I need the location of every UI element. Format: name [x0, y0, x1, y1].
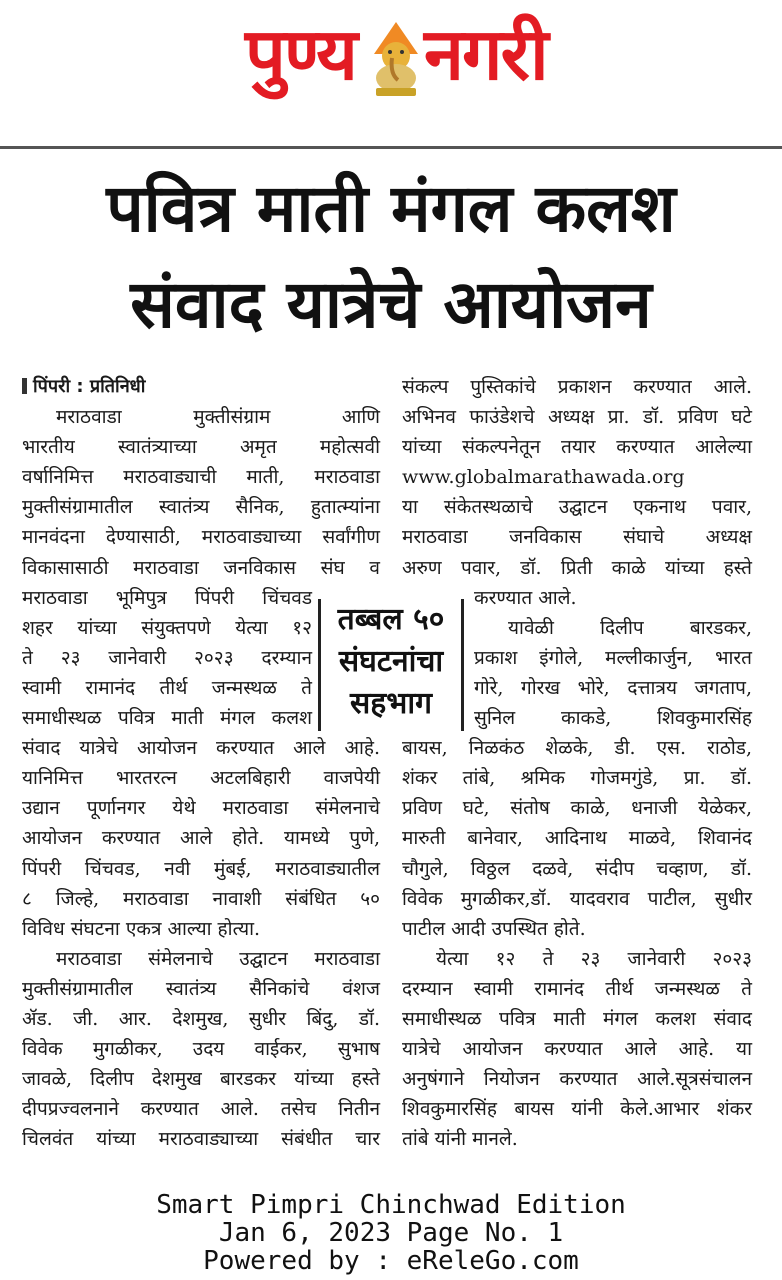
- article-line: प्रविण घटे, संतोष काळे, धनाजी येळेकर,: [402, 797, 752, 820]
- article-line: गोरे, गोरख भोरे, दत्तात्रय जगताप,: [474, 676, 752, 699]
- masthead-rule: [0, 146, 782, 149]
- article-line: करण्यात आले.: [474, 586, 577, 609]
- article-line: www.globalmarathawada.org: [402, 466, 685, 489]
- article-line: मुक्तीसंग्रामातील स्वातंत्र्य सैनिक, हुतात्म्यांना: [22, 496, 380, 519]
- article-line: समाधीस्थळ पवित्र माती मंगल कलश संवाद: [402, 1007, 752, 1030]
- article-line: चिलवंत यांच्या मराठवाड्याच्या संबंधीत चार: [22, 1128, 380, 1151]
- article-line: समाधीस्थळ पवित्र माती मंगल कलश: [22, 707, 312, 730]
- article-line: या संकेतस्थळाचे उद्घाटन एकनाथ पवार,: [402, 496, 752, 519]
- article-line: बायस, निळकंठ शेळके, डी. एस. राठोड,: [402, 737, 752, 760]
- article-line: मराठवाडा जनविकास संघाचे अध्यक्ष: [402, 526, 752, 549]
- article-line: मानवंदना देण्यासाठी, मराठवाड्याच्या सर्वांगीण: [22, 526, 380, 549]
- article-line: शंकर तांबे, श्रमिक गोजमगुंडे, प्रा. डॉ.: [402, 767, 752, 790]
- article-line: येत्या १२ ते २३ जानेवारी २०२३: [436, 947, 752, 970]
- article-line: विविध संघटना एकत्र आल्या होत्या.: [22, 917, 261, 940]
- dateline: पिंपरी : प्रतिनिधी: [22, 372, 380, 402]
- article-line: उद्यान पूर्णानगर येथे मराठवाडा संमेलनाचे: [22, 797, 380, 820]
- article-line: संकल्प पुस्तिकांचे प्रकाशन करण्यात आले.: [402, 376, 752, 398]
- article-line: विवेक मुगळीकर, उदय वाईकर, सुभाष: [22, 1038, 380, 1061]
- dateline-marker: [22, 378, 27, 394]
- ganesha-emblem-icon: [368, 18, 424, 100]
- article-line: मारुती बानेवार, आदिनाथ माळवे, शिवानंद: [402, 827, 752, 850]
- article-line: अरुण पवार, डॉ. प्रिती काळे यांच्या हस्ते: [402, 556, 752, 579]
- article-line: वर्षानिमित्त मराठवाड्याची माती, मराठवाडा: [22, 466, 380, 489]
- article-line: दरम्यान स्वामी रामानंद तीर्थ जन्मस्थळ ते: [402, 977, 752, 1000]
- footer-powered-by: Powered by : eReleGo.com: [203, 1246, 579, 1276]
- article-line: मराठवाडा संमेलनाचे उद्घाटन मराठवाडा: [56, 947, 380, 970]
- article-line: ८ जिल्हे, मराठवाडा नावाशी संबंधित ५०: [22, 887, 380, 910]
- article-line: यानिमित्त भारतरत्न अटलबिहारी वाजपेयी: [22, 767, 380, 790]
- article-right-column: [402, 372, 752, 1154]
- article-line: मुक्तीसंग्रामातील स्वातंत्र्य सैनिकांचे वंशज: [22, 977, 380, 1000]
- article-line: पाटील आदी उपस्थित होते.: [402, 917, 586, 940]
- article-line: शहर यांच्या संयुक्तपणे येत्या १२: [22, 616, 312, 639]
- article-line: अनुषंगाने नियोजन करण्यात आले.सूत्रसंचालन: [402, 1068, 752, 1091]
- article-line: संवाद यात्रेचे आयोजन करण्यात आले आहे.: [22, 737, 380, 760]
- headline-line-2: संवाद यात्रेचे आयोजन: [130, 266, 652, 343]
- article-line: जावळे, दिलीप देशमुख बारडकर यांच्या हस्ते: [22, 1068, 380, 1091]
- article-line: अभिनव फाउंडेशचे अध्यक्ष प्रा. डॉ. प्रविण घटे: [402, 406, 752, 429]
- logo-text-left: पुण्य: [245, 12, 356, 96]
- article-line: ॲड. जी. आर. देशमुख, सुधीर बिंदु, डॉ.: [22, 1007, 380, 1030]
- article-line: शिवकुमारसिंह बायस यांनी केले.आभार शंकर: [402, 1098, 752, 1121]
- article-left-column: [22, 372, 380, 1154]
- pull-quote-line-3: सहभाग: [350, 686, 432, 721]
- article-line: आयोजन करण्यात आले होते. यामध्ये पुणे,: [22, 827, 380, 850]
- footer-date-page: Jan 6, 2023 Page No. 1: [218, 1218, 564, 1248]
- article-line: मराठवाडा मुक्तीसंग्राम आणि: [56, 406, 380, 429]
- pull-quote-line-1: तब्बल ५०: [337, 602, 445, 637]
- article-line: यात्रेचे आयोजन करण्यात आले आहे. या: [402, 1038, 752, 1061]
- article-line: यावेळी दिलीप बारडकर,: [508, 616, 752, 639]
- article-line: यांच्या संकल्पनेतून तयार करण्यात आलेल्या: [402, 436, 752, 459]
- masthead: [0, 0, 782, 140]
- article-line: मराठवाडा भूमिपुत्र पिंपरी चिंचवड: [22, 586, 312, 609]
- article-line: सुनिल काकडे, शिवकुमारसिंह: [474, 707, 752, 730]
- article-line: विकासासाठी मराठवाडा जनविकास संघ व: [22, 556, 380, 579]
- article-line: स्वामी रामानंद तीर्थ जन्मस्थळ ते: [22, 676, 312, 699]
- article-line: पिंपरी चिंचवड, नवी मुंबई, मराठवाड्यातील: [22, 857, 380, 880]
- article-line: चौगुले, विठ्ठल दळवे, संदीप चव्हाण, डॉ.: [402, 857, 752, 880]
- headline-line-1: पवित्र माती मंगल कलश: [106, 170, 676, 247]
- footer-edition: Smart Pimpri Chinchwad Edition: [156, 1190, 626, 1220]
- article-line: प्रकाश इंगोले, मल्लीकार्जुन, भारत: [474, 646, 752, 669]
- article-line: विवेक मुगळीकर,डॉ. यादवराव पाटील, सुधीर: [402, 887, 752, 910]
- pull-quote-line-2: संघटनांचा: [338, 644, 444, 679]
- article-line: भारतीय स्वातंत्र्याच्या अमृत महोत्सवी: [22, 436, 380, 459]
- article-line: ते २३ जानेवारी २०२३ दरम्यान: [22, 646, 312, 669]
- article-line: दीपप्रज्वलनाने करण्यात आले. तसेच नितीन: [22, 1098, 380, 1121]
- article-line: तांबे यांनी मानले.: [402, 1128, 518, 1151]
- logo-text-right: नगरी: [424, 12, 547, 96]
- pull-quote-box: [318, 599, 464, 731]
